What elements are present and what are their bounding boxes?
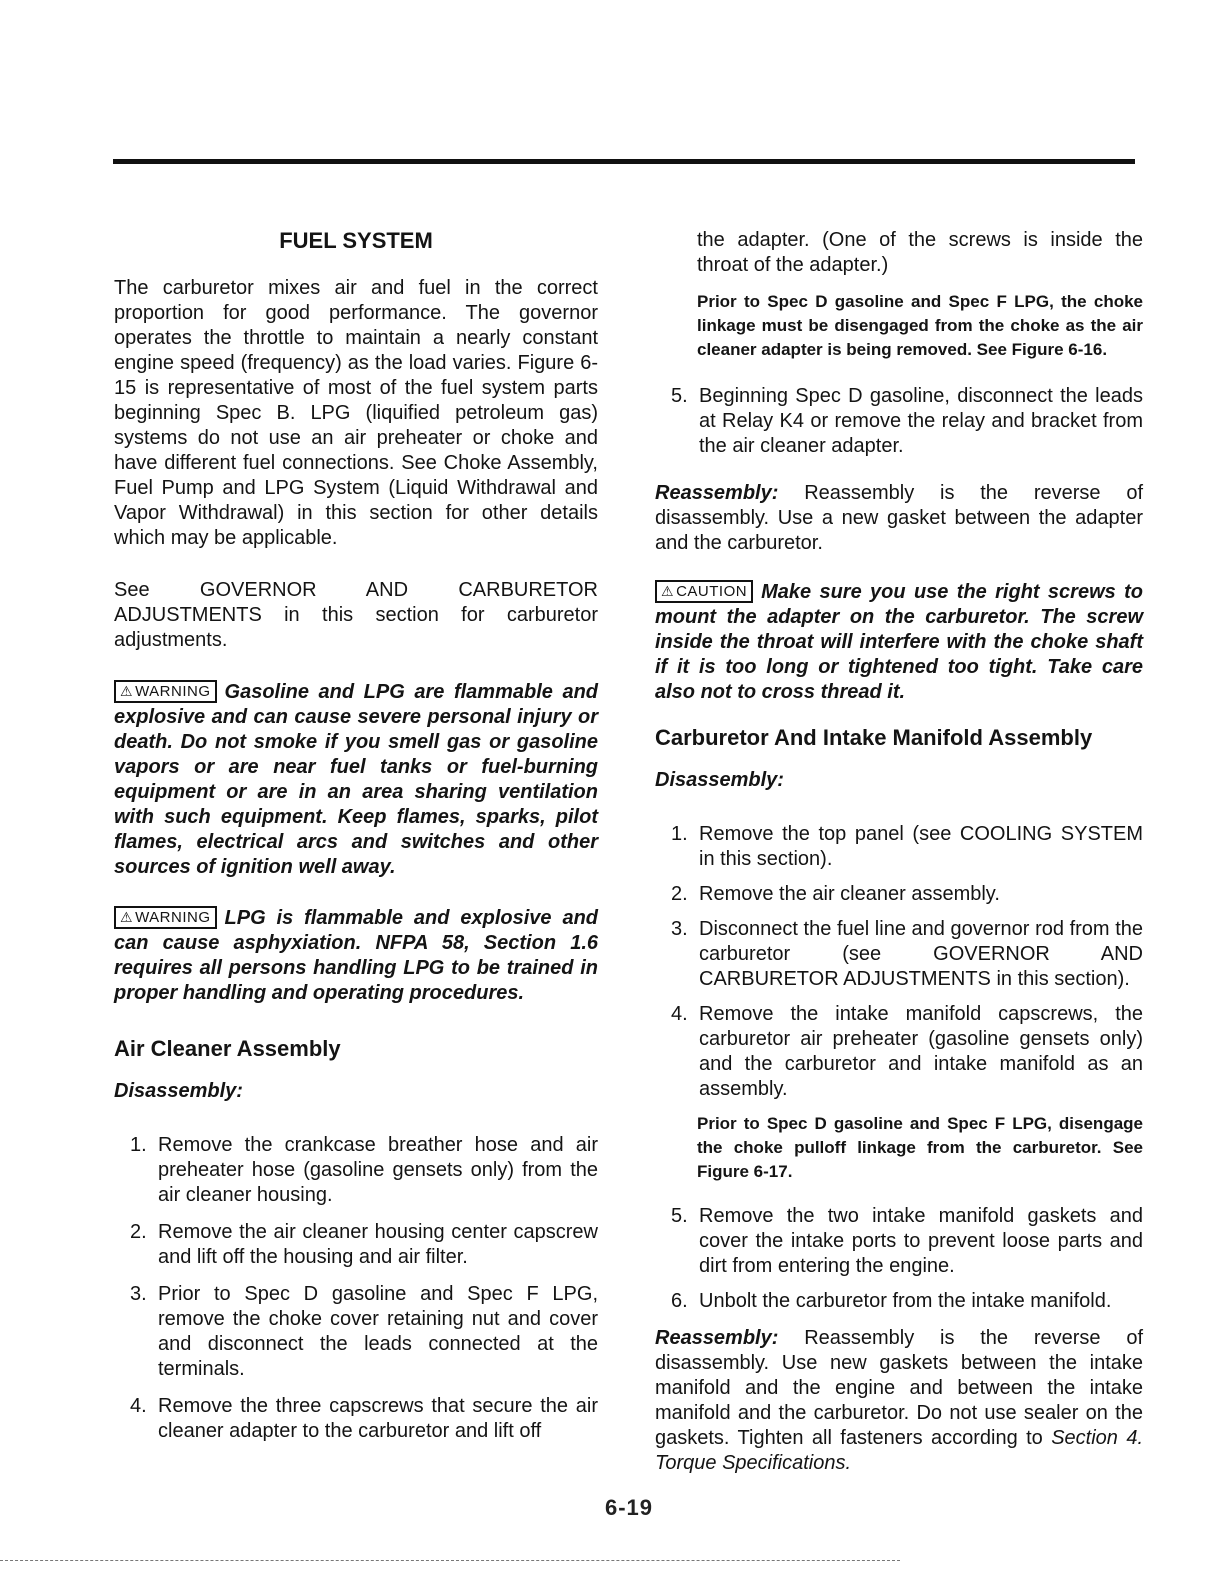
right-column <box>655 228 1143 1476</box>
continuation-paragraph: the adapter. (One of the screws is inside the throat of the adapter.) <box>697 229 1143 276</box>
list-item <box>114 1282 598 1382</box>
warning-label-text: WARNING <box>135 909 211 926</box>
step-text: Remove the intake manifold capscrews, the carburetor air preheater (gasoline gensets only) and the carburetor and intake manifold as an assembly. <box>699 1003 1143 1100</box>
step-text: Disconnect the fuel line and governor rod from the carburetor (see GOVERNOR AND CARBURETOR ADJUSTMENTS in this section). <box>699 918 1143 990</box>
warning-flammable <box>114 680 598 880</box>
warning-asphyxiation <box>114 906 598 1006</box>
step-number: 5. <box>671 1205 688 1227</box>
warning-label-text: WARNING <box>135 683 211 700</box>
list-item <box>114 1394 598 1444</box>
warning-label <box>114 680 217 703</box>
manifold-steps <box>655 822 1143 1102</box>
step-number: 5. <box>671 385 688 407</box>
caution-label <box>655 580 753 603</box>
note-choke-pulloff: Prior to Spec D gasoline and Spec F LPG, disengage the choke pulloff linkage from the carburetor. See Figure 6-17. <box>697 1114 1143 1181</box>
caution-triangle-icon: ⚠ <box>661 583 675 599</box>
list-item <box>114 1220 598 1270</box>
step-number: 2. <box>130 1221 147 1243</box>
manifold-steps-continued <box>655 1204 1143 1314</box>
step-text: Remove the air cleaner assembly. <box>699 883 1000 905</box>
step-number: 6. <box>671 1290 688 1312</box>
manifold-disassembly-label: Disassembly: <box>655 769 784 791</box>
step-number: 1. <box>671 823 688 845</box>
page-number: 6-19 <box>605 1495 654 1520</box>
warning-triangle-icon: ⚠ <box>120 909 134 925</box>
manifold-heading: Carburetor And Intake Manifold Assembly <box>655 725 1093 750</box>
step-number: 2. <box>671 883 688 905</box>
caution-label-text: CAUTION <box>676 583 748 600</box>
list-item <box>114 1133 598 1208</box>
caution-screws <box>655 580 1143 705</box>
list-item <box>655 1002 1143 1102</box>
step-number: 4. <box>671 1003 688 1025</box>
warning-label <box>114 906 217 929</box>
list-item <box>655 917 1143 992</box>
step-text: Remove the three capscrews that secure the air cleaner adapter to the carburetor and lift off <box>158 1395 598 1442</box>
see-also-paragraph: See GOVERNOR AND CARBURETOR ADJUSTMENTS in this section for carburetor adjustments. <box>114 579 598 651</box>
note-choke-linkage: Prior to Spec D gasoline and Spec F LPG, the choke linkage must be disengaged from the choke as the air cleaner adapter is being removed. See Figure 6-16. <box>697 292 1143 359</box>
warning-triangle-icon: ⚠ <box>120 683 134 699</box>
reassembly-label: Reassembly: <box>655 482 779 504</box>
reassembly-label-2: Reassembly: <box>655 1327 779 1349</box>
list-item <box>655 822 1143 872</box>
top-rule <box>113 159 1135 164</box>
air-cleaner-steps <box>114 1133 598 1444</box>
step-text: Remove the air cleaner housing center capscrew and lift off the housing and air filter. <box>158 1221 598 1268</box>
list-item <box>655 1289 1143 1314</box>
step-text: Remove the top panel (see COOLING SYSTEM in this section). <box>699 823 1143 870</box>
intro-paragraph: The carburetor mixes air and fuel in the correct proportion for good performance. The governor operates the throttle to maintain a nearly constant engine speed (frequency) as the load varies. Figure 6-15 is representative of most of the fuel system parts beginning Spec B. LPG (liquified petroleum gas) systems do not use an air preheater or choke and have different fuel connections. See Choke Assembly, Fuel Pump and LPG System (Liquid Withdrawal and Vapor Withdrawal) in this section for other details which may be applicable. <box>114 277 598 549</box>
air-cleaner-heading: Air Cleaner Assembly <box>114 1036 341 1061</box>
reassembly-text: Reassembly is the reverse of disassembly. Use a new gasket between the adapter and the carburetor. <box>655 482 1143 554</box>
step-number: 3. <box>671 918 688 940</box>
list-item <box>655 1204 1143 1279</box>
air-cleaner-disassembly-label: Disassembly: <box>114 1080 243 1102</box>
warning-flammable-text: Gasoline and LPG are flammable and explosive and can cause severe personal injury or death. Do not smoke if you smell gas or gasoline vapors or are near fuel tanks or fuel-burning equipment or are in an area sharing ventilation with such equipment. Keep flames, sparks, pilot flames, electrical arcs and switches and other sources of ignition well away. <box>114 681 598 878</box>
step-text: Unbolt the carburetor from the intake manifold. <box>699 1290 1112 1312</box>
reassembly-paragraph <box>655 481 1143 556</box>
torque-spec-reference: Section 4. Torque Specifications. <box>655 1427 1143 1474</box>
step-text: Beginning Spec D gasoline, disconnect the leads at Relay K4 or remove the relay and bracket from the air cleaner adapter. <box>699 385 1143 457</box>
step-number: 4. <box>130 1395 147 1417</box>
step-number: 1. <box>130 1134 147 1156</box>
list-item <box>655 882 1143 907</box>
reassembly-text-2: Reassembly is the reverse of disassembly. Use new gaskets between the intake manifold and the engine and between the intake manifold and the carburetor. Do not use sealer on the gaskets. Tighten all fasteners according to <box>655 1327 1143 1449</box>
step-number: 3. <box>130 1283 147 1305</box>
warning-asphyxiation-text: LPG is flammable and explosive and can cause asphyxiation. NFPA 58, Section 1.6 requires all persons handling LPG to be trained in proper handling and operating procedures. <box>114 907 598 1004</box>
step-text: Remove the crankcase breather hose and air preheater hose (gasoline gensets only) from the air cleaner housing. <box>158 1134 598 1206</box>
air-cleaner-steps-continued <box>655 384 1143 459</box>
list-item <box>655 384 1143 459</box>
bottom-rule <box>0 1560 900 1561</box>
step-text: Remove the two intake manifold gaskets and cover the intake ports to prevent loose parts and dirt from entering the engine. <box>699 1205 1143 1277</box>
step-text: Prior to Spec D gasoline and Spec F LPG, remove the choke cover retaining nut and cover and disconnect the leads connected at the terminals. <box>158 1283 598 1380</box>
left-column <box>114 228 598 1444</box>
reassembly-paragraph-2 <box>655 1326 1143 1476</box>
section-title: FUEL SYSTEM <box>279 228 433 253</box>
caution-text: Make sure you use the right screws to mount the adapter on the carburetor. The screw inside the throat will interfere with the choke shaft if it is too long or tightened too tight. Take care also not to cross thread it. <box>655 581 1143 703</box>
